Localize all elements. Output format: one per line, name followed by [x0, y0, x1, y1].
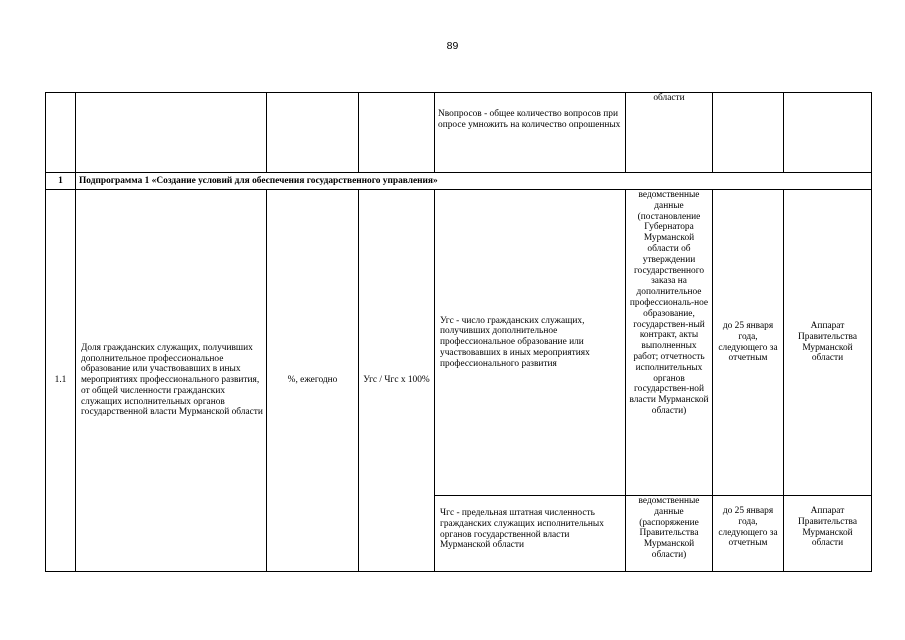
cell-component-definition: Угс - число гражданских служащих, получивших дополнительное профессиональное образование или участвовавших в иных мероприятиях профессионального развития: [435, 190, 626, 496]
cell-indicator-number: 1.1: [46, 190, 76, 572]
cell-section-title: Подпрограмма 1 «Создание условий для обеспечения государственного управления»: [76, 173, 872, 190]
cell-component-responsible: Аппарат Правительства Мурманской области: [784, 190, 872, 496]
cell-component-responsible: Аппарат Правительства Мурманской области: [784, 496, 872, 572]
cell-component-deadline: до 25 января года, следующего за отчетным: [713, 496, 784, 572]
cell-unit: %, ежегодно: [267, 190, 359, 572]
cell-empty: [784, 93, 872, 173]
cell-empty: [46, 93, 76, 173]
cell-component-definition: Чгс - предельная штатная численность гражданских служащих исполнительных органов государственной власти Мурманской области: [435, 496, 626, 572]
cell-section-number: 1: [46, 173, 76, 190]
cell-component-deadline: до 25 января года, следующего за отчетным: [713, 190, 784, 496]
cell-formula-note: Nвопросов - общее количество вопросов при опросе умножить на количество опрошенных: [435, 93, 626, 173]
cell-formula: Угс / Чгс х 100%: [359, 190, 435, 572]
cell-empty: [267, 93, 359, 173]
table-row-subprogram: [46, 173, 872, 190]
indicators-table: [45, 92, 872, 572]
cell-component-source: ведомственные данные (постановление Губернатора Мурманской области об утверждении государственного заказа на дополнительное профессиональ-ное образование, государствен-ный контракт, акты выполненных работ; отчетность исполнительных органов государствен-ной власти Мурманской области): [626, 190, 713, 496]
cell-empty: [76, 93, 267, 173]
table-row-indicator: [46, 190, 872, 496]
cell-empty: [713, 93, 784, 173]
cell-indicator-name: Доля гражданских служащих, получивших дополнительное профессиональное образование или участвовавших в иных мероприятиях профессионального развития, от общей численности гражданских служащих исполнительных органов государственной власти Мурманской области: [76, 190, 267, 572]
cell-empty: [359, 93, 435, 173]
page-number: 89: [446, 40, 459, 52]
cell-source-tail: области: [626, 93, 713, 173]
cell-component-source: ведомственные данные (распоряжение Правительства Мурманской области): [626, 496, 713, 572]
table-row-carryover: [46, 93, 872, 173]
